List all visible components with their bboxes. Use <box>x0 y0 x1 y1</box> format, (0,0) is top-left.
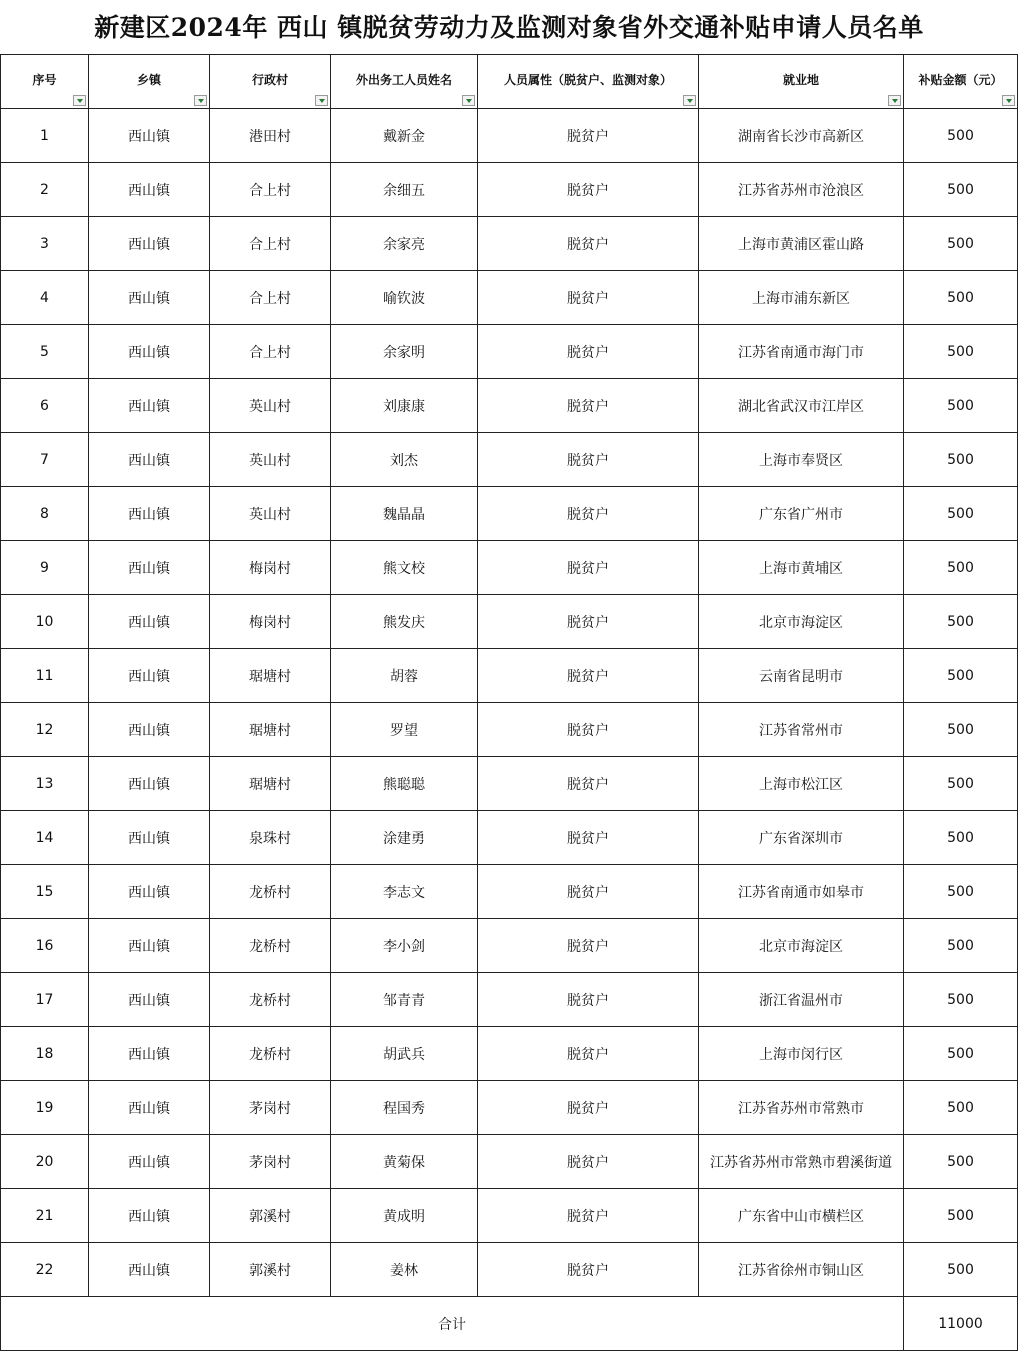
header-row <box>1 55 1018 109</box>
row-index-cell[interactable]: 3 <box>1 217 89 271</box>
total-row <box>1 1297 1018 1351</box>
amount-cell[interactable]: 500 <box>904 865 1018 919</box>
table-row <box>1 757 1018 811</box>
column-header-label: 外出务工人员姓名 <box>355 73 452 87</box>
worker-name-cell[interactable]: 黄成明 <box>331 1189 478 1243</box>
attribute-cell[interactable]: 脱贫户 <box>478 973 699 1027</box>
amount-cell[interactable]: 500 <box>904 811 1018 865</box>
village-cell[interactable]: 龙桥村 <box>210 973 331 1027</box>
attribute-cell[interactable]: 脱贫户 <box>478 325 699 379</box>
town-cell[interactable]: 西山镇 <box>89 919 210 973</box>
row-index-cell[interactable]: 12 <box>1 703 89 757</box>
table-row <box>1 217 1018 271</box>
worker-name-cell[interactable]: 涂建勇 <box>331 811 478 865</box>
town-cell[interactable]: 西山镇 <box>89 325 210 379</box>
town-cell[interactable]: 西山镇 <box>89 487 210 541</box>
village-cell[interactable]: 合上村 <box>210 271 331 325</box>
worker-name-cell[interactable]: 姜林 <box>331 1243 478 1297</box>
attribute-cell[interactable]: 脱贫户 <box>478 163 699 217</box>
attribute-cell[interactable]: 脱贫户 <box>478 1135 699 1189</box>
column-header-label: 就业地 <box>782 73 819 87</box>
workplace-cell[interactable]: 北京市海淀区 <box>699 919 904 973</box>
workplace-cell[interactable]: 上海市黄浦区霍山路 <box>699 217 904 271</box>
workplace-cell[interactable]: 广东省中山市横栏区 <box>699 1189 904 1243</box>
row-index-cell[interactable]: 14 <box>1 811 89 865</box>
village-cell[interactable]: 梅岗村 <box>210 595 331 649</box>
attribute-cell[interactable]: 脱贫户 <box>478 1189 699 1243</box>
workplace-cell[interactable]: 湖南省长沙市高新区 <box>699 109 904 163</box>
filter-dropdown-icon[interactable] <box>462 95 475 106</box>
amount-cell[interactable]: 500 <box>904 757 1018 811</box>
attribute-cell[interactable]: 脱贫户 <box>478 649 699 703</box>
row-index-cell[interactable]: 20 <box>1 1135 89 1189</box>
row-index-cell[interactable]: 8 <box>1 487 89 541</box>
row-index-cell[interactable]: 4 <box>1 271 89 325</box>
table-row <box>1 109 1018 163</box>
workplace-cell[interactable]: 湖北省武汉市江岸区 <box>699 379 904 433</box>
attribute-cell[interactable]: 脱贫户 <box>478 271 699 325</box>
worker-name-cell[interactable]: 黄菊保 <box>331 1135 478 1189</box>
amount-cell[interactable]: 500 <box>904 973 1018 1027</box>
attribute-cell[interactable]: 脱贫户 <box>478 1243 699 1297</box>
table-row <box>1 919 1018 973</box>
workplace-cell[interactable]: 北京市海淀区 <box>699 595 904 649</box>
attribute-cell[interactable]: 脱贫户 <box>478 757 699 811</box>
amount-cell[interactable]: 500 <box>904 487 1018 541</box>
amount-cell[interactable]: 500 <box>904 217 1018 271</box>
row-index-cell[interactable]: 7 <box>1 433 89 487</box>
workplace-cell[interactable]: 云南省昆明市 <box>699 649 904 703</box>
village-cell[interactable]: 梅岗村 <box>210 541 331 595</box>
attribute-cell[interactable]: 脱贫户 <box>478 1081 699 1135</box>
attribute-cell[interactable]: 脱贫户 <box>478 811 699 865</box>
village-cell[interactable]: 英山村 <box>210 433 331 487</box>
column-header-workplace <box>699 55 904 109</box>
town-cell[interactable]: 西山镇 <box>89 379 210 433</box>
town-cell[interactable]: 西山镇 <box>89 1027 210 1081</box>
attribute-cell[interactable]: 脱贫户 <box>478 865 699 919</box>
workplace-cell[interactable]: 上海市松江区 <box>699 757 904 811</box>
column-header-label: 行政村 <box>251 73 288 87</box>
row-index-cell[interactable]: 17 <box>1 973 89 1027</box>
amount-cell[interactable]: 500 <box>904 919 1018 973</box>
table-row <box>1 595 1018 649</box>
village-cell[interactable]: 合上村 <box>210 217 331 271</box>
village-cell[interactable]: 郭溪村 <box>210 1243 331 1297</box>
village-cell[interactable]: 合上村 <box>210 163 331 217</box>
column-header-label: 乡镇 <box>136 73 161 87</box>
worker-name-cell[interactable]: 熊发庆 <box>331 595 478 649</box>
worker-name-cell[interactable]: 余家亮 <box>331 217 478 271</box>
table-row <box>1 1081 1018 1135</box>
worker-name-cell[interactable]: 余细五 <box>331 163 478 217</box>
workplace-cell[interactable]: 浙江省温州市 <box>699 973 904 1027</box>
workplace-cell[interactable]: 江苏省常州市 <box>699 703 904 757</box>
workplace-cell[interactable]: 上海市浦东新区 <box>699 271 904 325</box>
workplace-cell[interactable]: 上海市奉贤区 <box>699 433 904 487</box>
amount-cell[interactable]: 500 <box>904 703 1018 757</box>
worker-name-cell[interactable]: 戴新金 <box>331 109 478 163</box>
row-index-cell[interactable]: 2 <box>1 163 89 217</box>
village-cell[interactable]: 龙桥村 <box>210 865 331 919</box>
total-amount: 11000 <box>904 1297 1018 1351</box>
amount-cell[interactable]: 500 <box>904 1027 1018 1081</box>
total-label: 合计 <box>1 1297 904 1351</box>
table-row <box>1 973 1018 1027</box>
table-row <box>1 1189 1018 1243</box>
table-row <box>1 271 1018 325</box>
town-cell[interactable]: 西山镇 <box>89 703 210 757</box>
table-row <box>1 379 1018 433</box>
workplace-cell[interactable]: 上海市黄埔区 <box>699 541 904 595</box>
filter-dropdown-icon[interactable] <box>73 95 86 106</box>
town-cell[interactable]: 西山镇 <box>89 1243 210 1297</box>
table-row <box>1 163 1018 217</box>
filter-dropdown-icon[interactable] <box>315 95 328 106</box>
town-cell[interactable]: 西山镇 <box>89 271 210 325</box>
column-header-worker-name <box>331 55 478 109</box>
table-row <box>1 649 1018 703</box>
amount-cell[interactable]: 500 <box>904 1081 1018 1135</box>
village-cell[interactable]: 茅岗村 <box>210 1081 331 1135</box>
worker-name-cell[interactable]: 胡武兵 <box>331 1027 478 1081</box>
worker-name-cell[interactable]: 李小剑 <box>331 919 478 973</box>
village-cell[interactable]: 合上村 <box>210 325 331 379</box>
worker-name-cell[interactable]: 罗望 <box>331 703 478 757</box>
row-index-cell[interactable]: 18 <box>1 1027 89 1081</box>
town-cell[interactable]: 西山镇 <box>89 163 210 217</box>
row-index-cell[interactable]: 16 <box>1 919 89 973</box>
attribute-cell[interactable]: 脱贫户 <box>478 487 699 541</box>
applicant-table <box>0 54 1018 1351</box>
filter-dropdown-icon[interactable] <box>1002 95 1015 106</box>
village-cell[interactable]: 港田村 <box>210 109 331 163</box>
attribute-cell[interactable]: 脱贫户 <box>478 919 699 973</box>
workplace-cell[interactable]: 江苏省南通市海门市 <box>699 325 904 379</box>
row-index-cell[interactable]: 22 <box>1 1243 89 1297</box>
workplace-cell[interactable]: 广东省广州市 <box>699 487 904 541</box>
table-body <box>1 109 1018 1297</box>
amount-cell[interactable]: 500 <box>904 271 1018 325</box>
village-cell[interactable]: 英山村 <box>210 379 331 433</box>
amount-cell[interactable]: 500 <box>904 433 1018 487</box>
village-cell[interactable]: 英山村 <box>210 487 331 541</box>
town-cell[interactable]: 西山镇 <box>89 541 210 595</box>
column-header-label: 人员属性（脱贫户、监测对象） <box>503 73 672 87</box>
village-cell[interactable]: 龙桥村 <box>210 919 331 973</box>
attribute-cell[interactable]: 脱贫户 <box>478 1027 699 1081</box>
table-row <box>1 703 1018 757</box>
village-cell[interactable]: 郭溪村 <box>210 1189 331 1243</box>
table-row <box>1 865 1018 919</box>
town-cell[interactable]: 西山镇 <box>89 1081 210 1135</box>
town-cell[interactable]: 西山镇 <box>89 973 210 1027</box>
row-index-cell[interactable]: 15 <box>1 865 89 919</box>
attribute-cell[interactable]: 脱贫户 <box>478 703 699 757</box>
village-cell[interactable]: 琚塘村 <box>210 703 331 757</box>
table-row <box>1 433 1018 487</box>
amount-cell[interactable]: 500 <box>904 379 1018 433</box>
amount-cell[interactable]: 500 <box>904 541 1018 595</box>
filter-dropdown-icon[interactable] <box>888 95 901 106</box>
row-index-cell[interactable]: 11 <box>1 649 89 703</box>
attribute-cell[interactable]: 脱贫户 <box>478 379 699 433</box>
worker-name-cell[interactable]: 熊文校 <box>331 541 478 595</box>
town-cell[interactable]: 西山镇 <box>89 109 210 163</box>
page-title: 新建区2024年 西山 镇脱贫劳动力及监测对象省外交通补贴申请人员名单 <box>94 13 924 42</box>
worker-name-cell[interactable]: 李志文 <box>331 865 478 919</box>
town-cell[interactable]: 西山镇 <box>89 865 210 919</box>
column-header-amount <box>904 55 1018 109</box>
row-index-cell[interactable]: 13 <box>1 757 89 811</box>
town-cell[interactable]: 西山镇 <box>89 811 210 865</box>
amount-cell[interactable]: 500 <box>904 109 1018 163</box>
village-cell[interactable]: 龙桥村 <box>210 1027 331 1081</box>
town-cell[interactable]: 西山镇 <box>89 649 210 703</box>
amount-cell[interactable]: 500 <box>904 1243 1018 1297</box>
worker-name-cell[interactable]: 程国秀 <box>331 1081 478 1135</box>
town-cell[interactable]: 西山镇 <box>89 217 210 271</box>
workplace-cell[interactable]: 江苏省南通市如皋市 <box>699 865 904 919</box>
attribute-cell[interactable]: 脱贫户 <box>478 109 699 163</box>
workplace-cell[interactable]: 江苏省苏州市常熟市 <box>699 1081 904 1135</box>
amount-cell[interactable]: 500 <box>904 595 1018 649</box>
attribute-cell[interactable]: 脱贫户 <box>478 541 699 595</box>
row-index-cell[interactable]: 1 <box>1 109 89 163</box>
filter-dropdown-icon[interactable] <box>683 95 696 106</box>
amount-cell[interactable]: 500 <box>904 163 1018 217</box>
row-index-cell[interactable]: 9 <box>1 541 89 595</box>
village-cell[interactable]: 琚塘村 <box>210 649 331 703</box>
attribute-cell[interactable]: 脱贫户 <box>478 217 699 271</box>
worker-name-cell[interactable]: 邹青青 <box>331 973 478 1027</box>
column-header-label: 序号 <box>32 73 57 87</box>
amount-cell[interactable]: 500 <box>904 1189 1018 1243</box>
row-index-cell[interactable]: 21 <box>1 1189 89 1243</box>
row-index-cell[interactable]: 6 <box>1 379 89 433</box>
column-header-index <box>1 55 89 109</box>
village-cell[interactable]: 泉珠村 <box>210 811 331 865</box>
worker-name-cell[interactable]: 胡蓉 <box>331 649 478 703</box>
town-cell[interactable]: 西山镇 <box>89 1135 210 1189</box>
amount-cell[interactable]: 500 <box>904 649 1018 703</box>
row-index-cell[interactable]: 5 <box>1 325 89 379</box>
workplace-cell[interactable]: 广东省深圳市 <box>699 811 904 865</box>
table-row <box>1 541 1018 595</box>
attribute-cell[interactable]: 脱贫户 <box>478 595 699 649</box>
column-header-label: 补贴金额（元） <box>918 73 1003 87</box>
workplace-cell[interactable]: 上海市闵行区 <box>699 1027 904 1081</box>
column-header-town <box>89 55 210 109</box>
town-cell[interactable]: 西山镇 <box>89 433 210 487</box>
worker-name-cell[interactable]: 刘杰 <box>331 433 478 487</box>
workplace-cell[interactable]: 江苏省苏州市常熟市碧溪街道 <box>699 1135 904 1189</box>
workplace-cell[interactable]: 江苏省苏州市沧浪区 <box>699 163 904 217</box>
village-cell[interactable]: 琚塘村 <box>210 757 331 811</box>
town-cell[interactable]: 西山镇 <box>89 1189 210 1243</box>
table-row <box>1 1135 1018 1189</box>
table-row <box>1 1027 1018 1081</box>
table-row <box>1 487 1018 541</box>
workplace-cell[interactable]: 江苏省徐州市铜山区 <box>699 1243 904 1297</box>
town-cell[interactable]: 西山镇 <box>89 595 210 649</box>
table-row <box>1 1243 1018 1297</box>
amount-cell[interactable]: 500 <box>904 1135 1018 1189</box>
amount-cell[interactable]: 500 <box>904 325 1018 379</box>
worker-name-cell[interactable]: 喻钦波 <box>331 271 478 325</box>
column-header-attribute <box>478 55 699 109</box>
row-index-cell[interactable]: 19 <box>1 1081 89 1135</box>
worker-name-cell[interactable]: 刘康康 <box>331 379 478 433</box>
table-row <box>1 325 1018 379</box>
village-cell[interactable]: 茅岗村 <box>210 1135 331 1189</box>
table-row <box>1 811 1018 865</box>
worker-name-cell[interactable]: 熊聪聪 <box>331 757 478 811</box>
row-index-cell[interactable]: 10 <box>1 595 89 649</box>
worker-name-cell[interactable]: 魏晶晶 <box>331 487 478 541</box>
column-header-village <box>210 55 331 109</box>
filter-dropdown-icon[interactable] <box>194 95 207 106</box>
town-cell[interactable]: 西山镇 <box>89 757 210 811</box>
worker-name-cell[interactable]: 余家明 <box>331 325 478 379</box>
attribute-cell[interactable]: 脱贫户 <box>478 433 699 487</box>
